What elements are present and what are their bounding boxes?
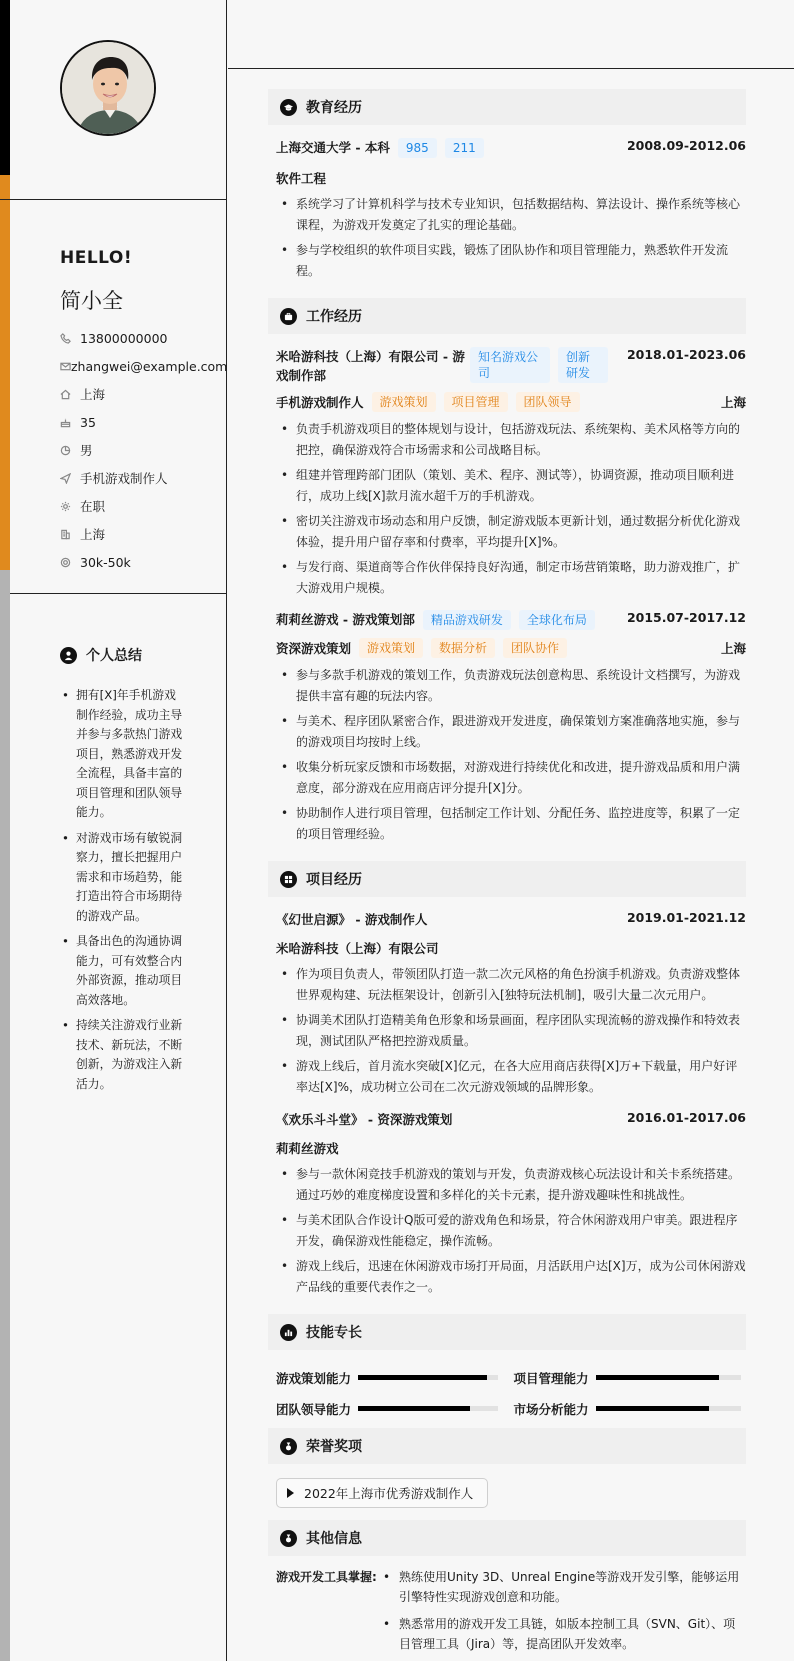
skill-bar <box>596 1375 741 1380</box>
other-item: • 熟悉常用的游戏开发工具链，如版本控制工具（SVN、Git）、项目管理工具（Jira）等，提高团队开发效率。 <box>379 1614 744 1654</box>
skill-item <box>276 1400 514 1418</box>
job-tag: 知名游戏公司 <box>470 347 550 383</box>
skills-list <box>276 1362 751 1424</box>
user-icon <box>60 647 77 664</box>
sidebar-stripe-orange <box>0 175 10 570</box>
info-status <box>60 492 225 520</box>
other-title: 其他信息 <box>306 1531 362 1547</box>
education-title: 教育经历 <box>306 100 362 116</box>
work-block-1 <box>276 347 746 603</box>
job-city: 上海 <box>720 395 746 410</box>
project-name: 《欢乐斗斗堂》 - 资深游戏策划 <box>276 1112 453 1127</box>
job-bullet: • 参与多款手机游戏的策划工作，负责游戏玩法创意构思、系统设计文档撰写，为游戏提供丰富有趣的玩法内容。 <box>276 665 746 706</box>
coin-icon <box>60 557 80 568</box>
skill-label: 市场分析能力 <box>513 1401 589 1417</box>
info-home <box>60 380 225 408</box>
job-row <box>276 610 746 630</box>
job-role-row <box>276 638 746 658</box>
job-tag: 创新研发 <box>558 347 608 383</box>
graduation-cap-icon <box>280 99 297 116</box>
send-icon <box>60 473 80 484</box>
project-company-row <box>276 1139 746 1157</box>
sidebar-stripe-gray <box>0 570 10 1661</box>
award-item[interactable] <box>276 1478 488 1508</box>
skill-tag: 游戏策划 <box>359 638 423 658</box>
mail-icon <box>60 361 71 372</box>
skill-item <box>276 1369 514 1387</box>
job-tag: 精品游戏研发 <box>423 610 511 630</box>
sidebar-divider <box>10 593 227 594</box>
gender-icon <box>60 445 80 456</box>
job-role: 手机游戏制作人 <box>276 395 364 410</box>
job-city: 上海 <box>720 641 746 656</box>
job-role-row <box>276 392 746 412</box>
skill-bar <box>358 1406 498 1411</box>
honors-title: 荣誉奖项 <box>306 1439 362 1455</box>
summary-item: • 持续关注游戏行业新技术、新玩法，不断创新，为游戏注入新活力。 <box>60 1016 183 1094</box>
project-block-1 <box>276 910 746 1102</box>
job-bullet: • 负责手机游戏项目的整体规划与设计，包括游戏玩法、系统架构、美术风格等方向的把控，确保游戏符合市场需求和公司战略目标。 <box>276 419 746 460</box>
other-list <box>379 1567 744 1661</box>
project-name: 《幻世启源》 - 游戏制作人 <box>276 912 428 927</box>
work-title: 工作经历 <box>306 309 362 325</box>
info-gender <box>60 436 225 464</box>
education-major-row <box>276 169 746 187</box>
skill-item <box>514 1400 752 1418</box>
job-date: 2015.07-2017.12 <box>626 610 746 625</box>
summary-item: • 对游戏市场有敏锐洞察力，擅长把握用户需求和市场趋势，能打造出符合市场期待的游戏产品。 <box>60 829 183 927</box>
school-tag: 211 <box>445 138 484 158</box>
project-bullets <box>276 964 746 1097</box>
education-bullets <box>276 194 746 281</box>
projects-heading <box>268 861 746 897</box>
job-bullet: • 协助制作人进行项目管理，包括制定工作计划、分配任务、监控进度等，积累了一定的项目管理经验。 <box>276 803 746 844</box>
summary-title: 个人总结 <box>86 648 142 664</box>
skill-tag: 游戏策划 <box>372 392 436 412</box>
info-text: 手机游戏制作人 <box>80 471 168 486</box>
education-heading <box>268 89 746 125</box>
award-icon <box>280 1530 297 1547</box>
award-text: 2022年上海市优秀游戏制作人 <box>304 1486 474 1501</box>
project-bullet: • 与美术团队合作设计Q版可爱的游戏角色和场景，符合休闲游戏用户审美。跟进程序开发，确保游戏性能稳定，操作流畅。 <box>276 1210 746 1251</box>
sidebar-stripe-black <box>0 0 10 175</box>
avatar <box>60 40 156 136</box>
project-bullet: • 游戏上线后，首月流水突破[X]亿元，在各大应用商店获得[X]万+下载量，用户好评率达[X]%，成功树立公司在二次元游戏领域的品牌形象。 <box>276 1056 746 1097</box>
skills-title: 技能专长 <box>306 1325 362 1341</box>
info-phone <box>60 324 225 352</box>
briefcase-icon <box>280 308 297 325</box>
skill-bar <box>596 1406 741 1411</box>
project-company-row <box>276 939 746 957</box>
honors-heading <box>268 1428 746 1464</box>
phone-icon <box>60 333 80 344</box>
education-block <box>276 138 746 286</box>
info-text: 上海 <box>80 527 106 542</box>
info-position <box>60 464 225 492</box>
skill-tag: 团队领导 <box>516 392 580 412</box>
project-row <box>276 910 746 928</box>
building-icon <box>60 529 80 540</box>
project-bullet: • 作为项目负责人，带领团队打造一款二次元风格的角色扮演手机游戏。负责游戏整体世界观构建、玩法框架设计，创新引入[独特玩法机制]，吸引大量二次元用户。 <box>276 964 746 1005</box>
job-bullet: • 收集分析玩家反馈和市场数据，对游戏进行持续优化和改进，提升游戏品质和用户满意度，部分游戏在应用商店评分提升[X]分。 <box>276 757 746 798</box>
sidebar-divider <box>0 199 227 200</box>
job-bullets <box>276 419 746 598</box>
job-bullet: • 与发行商、渠道商等合作伙伴保持良好沟通，制定市场营销策略，助力游戏推广，扩大游戏用户规模。 <box>276 557 746 598</box>
project-bullet: • 协调美术团队打造精美角色形象和场景画面，程序团队实现流畅的游戏操作和特效表现，测试团队严格把控游戏质量。 <box>276 1010 746 1051</box>
skill-tag: 数据分析 <box>431 638 495 658</box>
info-text: 30k-50k <box>80 554 131 570</box>
skill-label: 游戏策划能力 <box>276 1370 352 1386</box>
job-bullet: • 与美术、程序团队紧密合作，跟进游戏开发进度，确保策划方案准确落地实施，参与的游戏项目均按时上线。 <box>276 711 746 752</box>
info-age <box>60 408 225 436</box>
skill-item <box>514 1369 752 1387</box>
work-heading <box>268 298 746 334</box>
info-email <box>60 352 228 380</box>
skill-tag: 团队协作 <box>503 638 567 658</box>
education-row <box>276 138 746 158</box>
other-item: • 熟练使用Unity 3D、Unreal Engine等游戏开发引擎，能够运用引擎特性实现游戏创意和功能。 <box>379 1567 744 1607</box>
candidate-name: 简小全 <box>60 289 123 313</box>
gear-icon <box>60 501 80 512</box>
education-bullet: • 参与学校组织的软件项目实践，锻炼了团队协作和项目管理能力，熟悉软件开发流程。 <box>276 240 746 281</box>
education-date: 2008.09-2012.06 <box>626 138 746 153</box>
projects-title: 项目经历 <box>306 872 362 888</box>
info-text: zhangwei@example.com <box>71 358 228 374</box>
skill-bar <box>358 1375 498 1380</box>
skill-label: 项目管理能力 <box>513 1370 589 1386</box>
info-text: 上海 <box>80 387 106 402</box>
skill-tag: 项目管理 <box>444 392 508 412</box>
hello-heading: HELLO! <box>60 248 133 268</box>
summary-heading <box>60 645 142 665</box>
project-block-2 <box>276 1110 746 1302</box>
job-company: 莉莉丝游戏 - 游戏策划部 <box>276 612 415 627</box>
skill-bar-fill <box>358 1406 470 1411</box>
info-text: 男 <box>80 443 93 458</box>
project-date: 2016.01-2017.06 <box>626 1110 746 1125</box>
project-company: 莉莉丝游戏 <box>276 1141 339 1156</box>
job-bullet: • 组建并管理跨部门团队（策划、美术、程序、测试等），协调资源，推动项目顺利进行，成功上线[X]款月流水超千万的手机游戏。 <box>276 465 746 506</box>
summary-item: • 拥有[X]年手机游戏制作经验，成功主导并参与多款热门游戏项目，熟悉游戏开发全流程，具备丰富的项目管理和团队领导能力。 <box>60 686 183 823</box>
project-row <box>276 1110 746 1128</box>
other-label: 游戏开发工具掌握: <box>276 1570 377 1584</box>
summary-item: • 具备出色的沟通协调能力，可有效整合内外部资源，推动项目高效落地。 <box>60 932 183 1010</box>
main-top-divider <box>228 68 794 69</box>
info-salary <box>60 548 225 576</box>
school-tag: 985 <box>398 138 437 158</box>
info-city <box>60 520 225 548</box>
skill-label: 团队领导能力 <box>276 1401 352 1417</box>
work-block-2 <box>276 610 746 849</box>
job-row <box>276 347 746 385</box>
project-date: 2019.01-2021.12 <box>626 910 746 925</box>
project-bullets <box>276 1164 746 1297</box>
project-company: 米哈游科技（上海）有限公司 <box>276 941 439 956</box>
cake-icon <box>60 417 80 428</box>
job-bullets <box>276 665 746 844</box>
other-heading <box>268 1520 746 1556</box>
major: 软件工程 <box>276 171 327 186</box>
job-company: 米哈游科技（上海）有限公司 - 游戏制作部 <box>276 349 465 383</box>
home-icon <box>60 389 80 400</box>
job-date: 2018.01-2023.06 <box>626 347 746 362</box>
skill-bar-fill <box>596 1406 709 1411</box>
skills-heading <box>268 1314 746 1350</box>
project-bullet: • 游戏上线后，迅速在休闲游戏市场打开局面，月活跃用户达[X]万，成为公司休闲游戏产品线的重要代表作之一。 <box>276 1256 746 1297</box>
medal-icon <box>280 1438 297 1455</box>
bar-chart-icon <box>280 1324 297 1341</box>
school-name: 上海交通大学 - 本科 <box>276 140 390 155</box>
info-text: 在职 <box>80 499 106 514</box>
skill-bar-fill <box>596 1375 719 1380</box>
contact-info <box>60 324 228 576</box>
other-info <box>276 1567 751 1661</box>
job-bullet: • 密切关注游戏市场动态和用户反馈，制定游戏版本更新计划，通过数据分析优化游戏体验，提升用户留存率和付费率，平均提升[X]%。 <box>276 511 746 552</box>
job-role: 资深游戏策划 <box>276 641 352 656</box>
play-icon <box>287 1488 294 1498</box>
education-bullet: • 系统学习了计算机科学与技术专业知识，包括数据结构、算法设计、操作系统等核心课程，为游戏开发奠定了扎实的理论基础。 <box>276 194 746 235</box>
info-text: 13800000000 <box>80 330 168 346</box>
summary-list <box>60 686 183 1100</box>
skill-bar-fill <box>358 1375 487 1380</box>
project-bullet: • 参与一款休闲竞技手机游戏的策划与开发，负责游戏核心玩法设计和关卡系统搭建。通过巧妙的难度梯度设置和多样化的关卡元素，提升游戏趣味性和挑战性。 <box>276 1164 746 1205</box>
info-text: 35 <box>80 414 96 430</box>
job-tag: 全球化布局 <box>519 610 595 630</box>
grid-icon <box>280 871 297 888</box>
